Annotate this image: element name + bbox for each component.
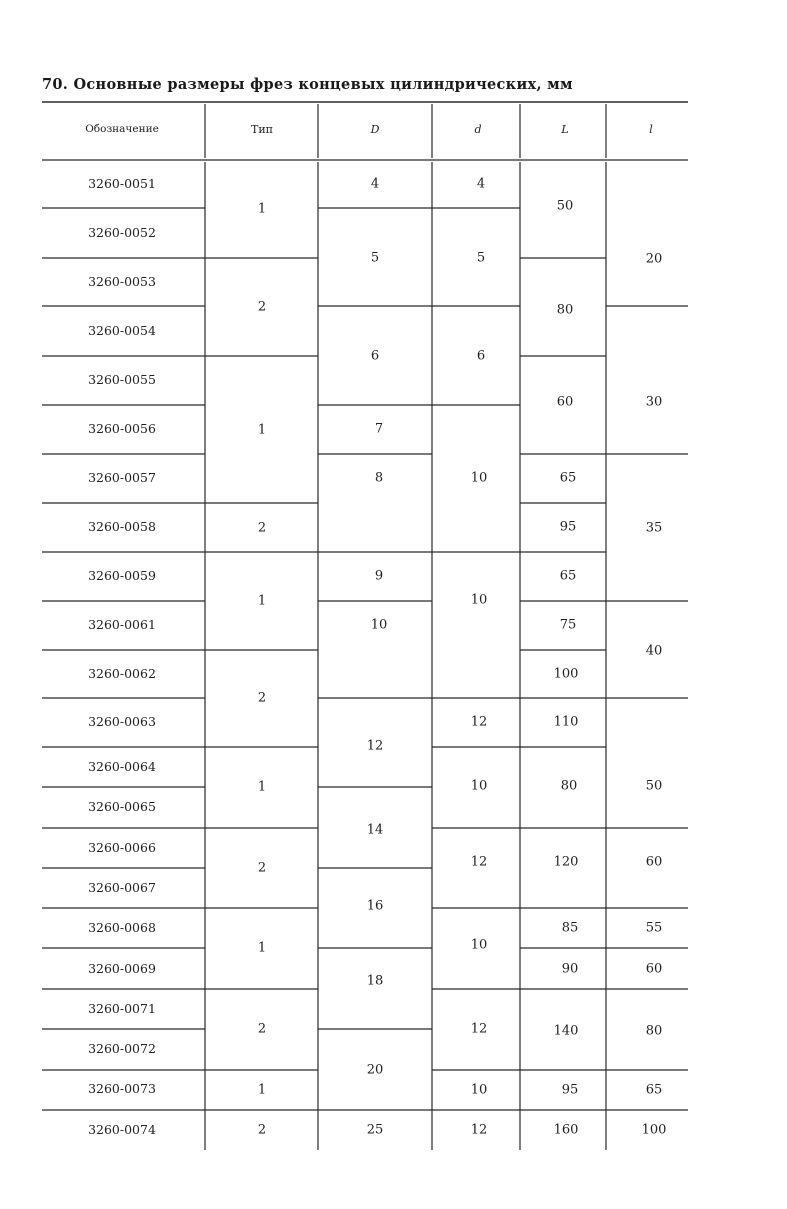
D-cell: 20 xyxy=(366,1062,384,1078)
type-cell: 1 xyxy=(257,422,267,438)
L-cell: 75 xyxy=(559,617,577,633)
D-cell: 8 xyxy=(374,470,384,486)
designation-cell: 3260-0062 xyxy=(88,665,156,681)
l-cell: 80 xyxy=(645,1023,663,1039)
type-cell: 1 xyxy=(257,1082,267,1098)
d-cell: 4 xyxy=(476,176,486,192)
L-cell: 140 xyxy=(553,1023,579,1039)
l-cell: 30 xyxy=(645,394,663,410)
L-cell: 80 xyxy=(560,778,578,794)
designation-cell: 3260-0071 xyxy=(88,1000,156,1016)
designation-cell: 3260-0065 xyxy=(88,798,156,814)
designation-cell: 3260-0055 xyxy=(88,371,156,387)
table-title: 70. Основные размеры фрез концевых цилиндрических, мм xyxy=(42,76,573,93)
d-cell: 12 xyxy=(470,714,488,730)
d-cell: 10 xyxy=(470,937,488,953)
d-cell: 12 xyxy=(470,1122,488,1138)
L-cell: 95 xyxy=(559,519,577,535)
designation-cell: 3260-0059 xyxy=(88,567,156,583)
type-cell: 2 xyxy=(257,520,267,536)
type-cell: 2 xyxy=(257,299,267,315)
designation-cell: 3260-0053 xyxy=(88,273,156,289)
d-cell: 10 xyxy=(470,1082,488,1098)
designation-cell: 3260-0073 xyxy=(88,1080,156,1096)
D-cell: 7 xyxy=(374,421,384,437)
L-cell: 50 xyxy=(556,198,574,214)
L-cell: 60 xyxy=(556,394,574,410)
l-cell: 100 xyxy=(641,1122,667,1138)
l-cell: 55 xyxy=(645,920,663,936)
D-cell: 4 xyxy=(370,176,380,192)
l-cell: 20 xyxy=(645,251,663,267)
designation-cell: 3260-0067 xyxy=(88,879,156,895)
d-cell: 12 xyxy=(470,854,488,870)
l-cell: 65 xyxy=(645,1082,663,1098)
L-cell: 110 xyxy=(553,714,579,730)
L-cell: 90 xyxy=(561,961,579,977)
designation-cell: 3260-0063 xyxy=(88,713,156,729)
designation-cell: 3260-0066 xyxy=(88,839,156,855)
designation-cell: 3260-0074 xyxy=(88,1121,156,1137)
D-cell: 12 xyxy=(366,738,384,754)
D-cell: 14 xyxy=(366,822,384,838)
header-L: L xyxy=(561,123,569,136)
L-cell: 120 xyxy=(553,854,579,870)
l-cell: 35 xyxy=(645,520,663,536)
D-cell: 10 xyxy=(370,617,388,633)
header-d: d xyxy=(474,123,482,136)
header-designation: Обозначение xyxy=(85,123,159,135)
L-cell: 160 xyxy=(553,1122,579,1138)
L-cell: 85 xyxy=(561,920,579,936)
designation-cell: 3260-0057 xyxy=(88,469,156,485)
d-cell: 10 xyxy=(470,592,488,608)
D-cell: 25 xyxy=(366,1122,384,1138)
d-cell: 6 xyxy=(476,348,486,364)
L-cell: 100 xyxy=(553,666,579,682)
designation-cell: 3260-0058 xyxy=(88,518,156,534)
d-cell: 12 xyxy=(470,1021,488,1037)
header-type: Тип xyxy=(251,123,273,136)
type-cell: 2 xyxy=(257,860,267,876)
type-cell: 1 xyxy=(257,593,267,609)
designation-cell: 3260-0072 xyxy=(88,1040,156,1056)
designation-cell: 3260-0056 xyxy=(88,420,156,436)
type-cell: 1 xyxy=(257,201,267,217)
d-cell: 5 xyxy=(476,250,486,266)
D-cell: 9 xyxy=(374,568,384,584)
type-cell: 2 xyxy=(257,1021,267,1037)
l-cell: 60 xyxy=(645,854,663,870)
L-cell: 95 xyxy=(561,1082,579,1098)
designation-cell: 3260-0069 xyxy=(88,960,156,976)
D-cell: 6 xyxy=(370,348,380,364)
l-cell: 40 xyxy=(645,643,663,659)
type-cell: 2 xyxy=(257,690,267,706)
designation-cell: 3260-0051 xyxy=(88,175,156,191)
L-cell: 65 xyxy=(559,568,577,584)
D-cell: 5 xyxy=(370,250,380,266)
designation-cell: 3260-0061 xyxy=(88,616,156,632)
designation-cell: 3260-0064 xyxy=(88,758,156,774)
designation-cell: 3260-0054 xyxy=(88,322,156,338)
l-cell: 50 xyxy=(645,778,663,794)
D-cell: 18 xyxy=(366,973,384,989)
type-cell: 2 xyxy=(257,1122,267,1138)
designation-cell: 3260-0052 xyxy=(88,224,156,240)
header-l: l xyxy=(649,123,653,136)
designation-cell: 3260-0068 xyxy=(88,919,156,935)
D-cell: 16 xyxy=(366,898,384,914)
l-cell: 60 xyxy=(645,961,663,977)
L-cell: 80 xyxy=(556,302,574,318)
header-D: D xyxy=(370,123,380,136)
L-cell: 65 xyxy=(559,470,577,486)
d-cell: 10 xyxy=(470,470,488,486)
type-cell: 1 xyxy=(257,779,267,795)
type-cell: 1 xyxy=(257,940,267,956)
d-cell: 10 xyxy=(470,778,488,794)
